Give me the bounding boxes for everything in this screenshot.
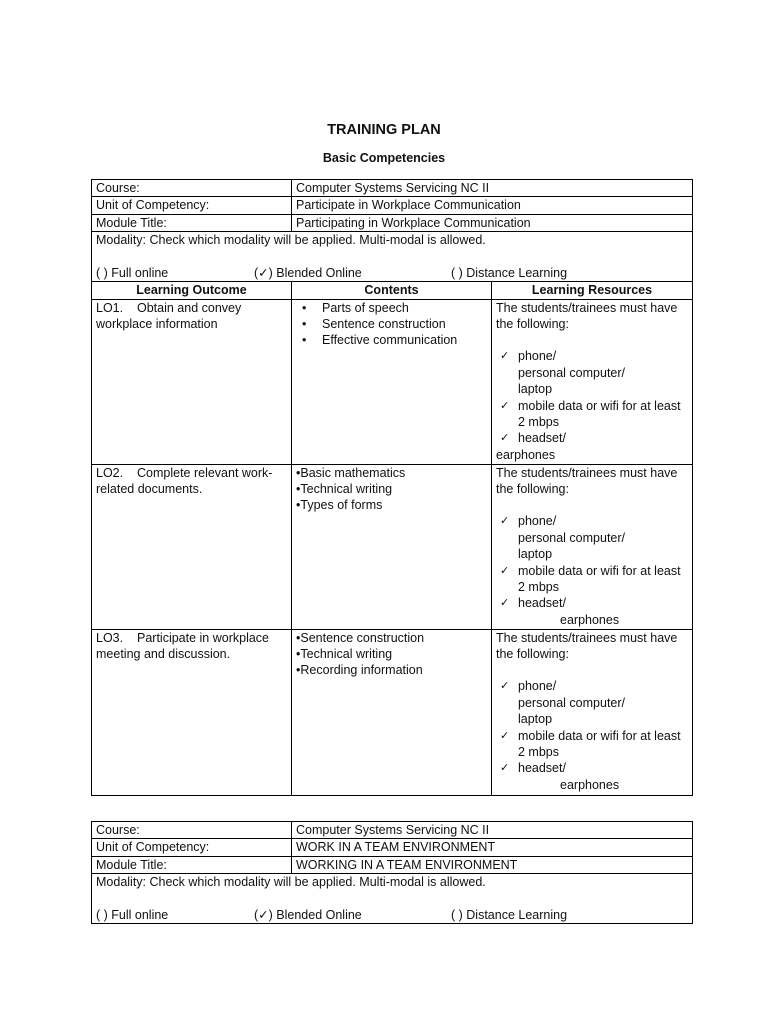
learning-outcome-row xyxy=(92,464,693,629)
module-row xyxy=(92,214,693,231)
header-contents: Contents xyxy=(292,282,492,299)
modality-option-blended-online[interactable]: (✓) Blended Online xyxy=(254,265,362,280)
resources-tail: earphones xyxy=(496,447,556,462)
modality-option-distance-learning[interactable]: ( ) Distance Learning xyxy=(451,907,568,922)
contents-item: • Basic mathematics xyxy=(296,465,487,481)
resources-item: ✓ headset/ xyxy=(496,760,688,776)
header-learning-outcome: Learning Outcome xyxy=(92,282,292,299)
page-subtitle: Basic Competencies xyxy=(322,151,446,165)
contents-list xyxy=(296,630,487,679)
contents-item: • Effective communication xyxy=(296,332,487,348)
modality-option-blended-online[interactable]: (✓) Blended Online xyxy=(254,907,362,922)
contents-item: • Technical writing xyxy=(296,646,487,662)
modality-cell xyxy=(92,874,693,924)
column-header-row xyxy=(92,282,693,299)
learning-resources-cell xyxy=(492,299,693,464)
resources-intro: The students/trainees must have the following: xyxy=(496,630,678,662)
modality-instruction: Modality: Check which modality will be applied. Multi-modal is allowed. xyxy=(96,875,486,890)
resources-tail: earphones xyxy=(560,612,620,627)
learning-resources-cell xyxy=(492,629,693,795)
module-label: Module Title: xyxy=(92,856,292,873)
learning-outcome-cell: LO2. Complete relevant work-related documents. xyxy=(92,464,292,629)
modality-option-full-online[interactable]: ( ) Full online xyxy=(96,265,169,280)
learning-outcome-row xyxy=(92,629,693,795)
resources-item: ✓ phone/ personal computer/ laptop xyxy=(496,348,688,397)
modality-option-distance-learning[interactable]: ( ) Distance Learning xyxy=(451,265,568,280)
unit-value: Participate in Workplace Communication xyxy=(292,197,693,214)
course-row xyxy=(92,822,693,839)
resources-list xyxy=(496,513,688,611)
modality-row xyxy=(92,232,693,282)
module-row xyxy=(92,856,693,873)
module-label: Module Title: xyxy=(92,214,292,231)
contents-item: • Sentence construction xyxy=(296,630,487,646)
resources-item: ✓ mobile data or wifi for at least 2 mbps xyxy=(496,563,688,596)
modality-instruction: Modality: Check which modality will be applied. Multi-modal is allowed. xyxy=(96,233,486,248)
resources-item: ✓ headset/ xyxy=(496,595,688,611)
modality-row xyxy=(92,874,693,924)
contents-item: • Types of forms xyxy=(296,497,487,513)
course-label: Course: xyxy=(92,822,292,839)
learning-outcome-cell: LO3. Participate in workplace meeting and discussion. xyxy=(92,629,292,795)
modality-options xyxy=(96,907,688,923)
modality-options xyxy=(96,265,688,281)
resources-item: ✓ phone/ personal computer/ laptop xyxy=(496,678,688,727)
unit-label: Unit of Competency: xyxy=(92,197,292,214)
unit-row xyxy=(92,839,693,856)
course-value: Computer Systems Servicing NC II xyxy=(292,822,693,839)
learning-outcome-row xyxy=(92,299,693,464)
unit-label: Unit of Competency: xyxy=(92,839,292,856)
unit-value: WORK IN A TEAM ENVIRONMENT xyxy=(292,839,693,856)
second-module-table xyxy=(91,821,693,924)
module-value: WORKING IN A TEAM ENVIRONMENT xyxy=(292,856,693,873)
contents-item: • Recording information xyxy=(296,662,487,678)
contents-cell xyxy=(292,464,492,629)
training-plan-table xyxy=(91,179,693,796)
course-row xyxy=(92,180,693,197)
course-value: Computer Systems Servicing NC II xyxy=(292,180,693,197)
header-learning-resources: Learning Resources xyxy=(492,282,693,299)
contents-list xyxy=(296,465,487,514)
unit-row xyxy=(92,197,693,214)
contents-item: • Parts of speech xyxy=(296,300,487,316)
module-value: Participating in Workplace Communication xyxy=(292,214,693,231)
learning-outcome-cell: LO1. Obtain and convey workplace information xyxy=(92,299,292,464)
modality-option-full-online[interactable]: ( ) Full online xyxy=(96,907,169,922)
contents-list xyxy=(296,300,487,349)
contents-cell xyxy=(292,299,492,464)
resources-item: ✓ headset/ xyxy=(496,430,688,446)
resources-item: ✓ mobile data or wifi for at least 2 mbps xyxy=(496,398,688,431)
course-label: Course: xyxy=(92,180,292,197)
page-title: TRAINING PLAN xyxy=(327,122,441,138)
resources-list xyxy=(496,678,688,776)
resources-intro: The students/trainees must have the following: xyxy=(496,300,678,332)
resources-item: ✓ phone/ personal computer/ laptop xyxy=(496,513,688,562)
contents-cell xyxy=(292,629,492,795)
modality-cell xyxy=(92,232,693,282)
contents-item: • Technical writing xyxy=(296,481,487,497)
resources-item: ✓ mobile data or wifi for at least 2 mbps xyxy=(496,728,688,761)
resources-intro: The students/trainees must have the following: xyxy=(496,465,678,497)
resources-tail: earphones xyxy=(560,777,620,792)
learning-resources-cell xyxy=(492,464,693,629)
contents-item: • Sentence construction xyxy=(296,316,487,332)
resources-list xyxy=(496,348,688,446)
